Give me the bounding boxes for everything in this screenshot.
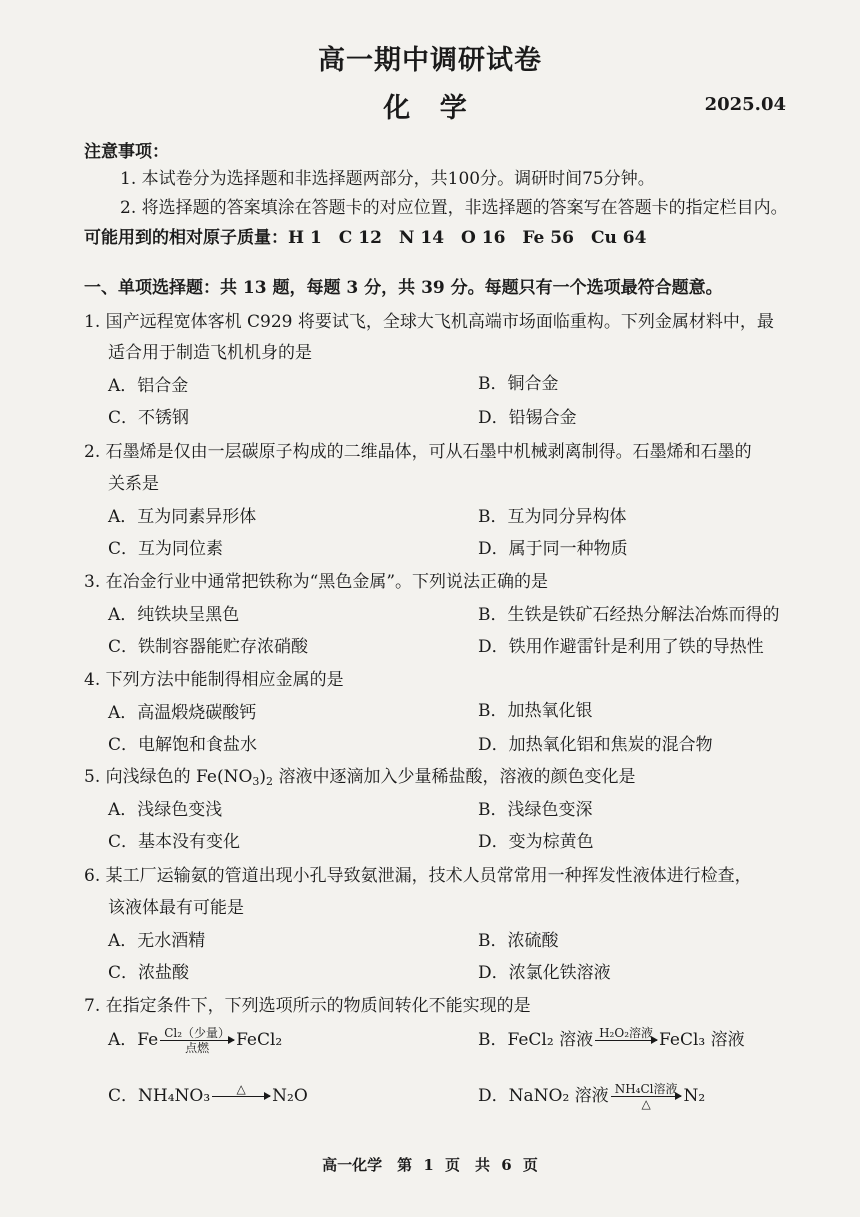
q5-option-a: A．浅绿色变浅 bbox=[108, 800, 223, 820]
q3-stem: 3. 在冶金行业中通常把铁称为“黑色金属”。下列说法正确的是 bbox=[84, 572, 549, 592]
q5-option-b: B．浅绿色变深 bbox=[478, 800, 593, 820]
q1-option-d: D．铅锡合金 bbox=[478, 408, 577, 428]
page-footer: 高一化学 第 1 页 共 6 页 bbox=[322, 1156, 538, 1174]
q7-stem: 7. 在指定条件下，下列选项所示的物质间转化不能实现的是 bbox=[84, 996, 531, 1016]
q1-option-b: B．铜合金 bbox=[478, 374, 559, 394]
q7-d-reaction-arrow: NH₄Cl溶液 △ bbox=[611, 1082, 682, 1111]
q6-option-c: C．浓盐酸 bbox=[108, 963, 190, 983]
q7-a-reaction-arrow: Cl₂（少量） 点燃 bbox=[160, 1026, 234, 1055]
q4-option-c: C．电解饱和食盐水 bbox=[108, 735, 258, 755]
q5-option-d: D．变为棕黄色 bbox=[478, 832, 594, 852]
exam-date: 2025.04 bbox=[704, 94, 786, 115]
q1-option-c: C．不锈钢 bbox=[108, 408, 190, 428]
q3-option-a: A．纯铁块呈黑色 bbox=[108, 605, 240, 625]
q4-option-d: D．加热氧化铝和焦炭的混合物 bbox=[478, 735, 713, 755]
q2-option-a: A．互为同素异形体 bbox=[108, 507, 257, 527]
q7-option-d: D．NaNO₂ 溶液 NH₄Cl溶液 △ N₂ bbox=[478, 1082, 706, 1111]
q6-stem-line2: 该液体最有可能是 bbox=[108, 898, 244, 918]
q7-option-c: C．NH₄NO₃ △ N₂O bbox=[108, 1082, 308, 1111]
note-item-2: 2. 将选择题的答案填涂在答题卡的对应位置，非选择题的答案写在答题卡的指定栏目内。 bbox=[120, 198, 788, 218]
atomic-masses: 可能用到的相对原子质量：H 1 C 12 N 14 O 16 Fe 56 Cu 64 bbox=[84, 228, 647, 248]
q2-stem-line1: 2. 石墨烯是仅由一层碳原子构成的二维晶体，可从石墨中机械剥离制得。石墨烯和石墨的 bbox=[84, 442, 752, 462]
q2-stem-line2: 关系是 bbox=[108, 474, 159, 494]
q5-stem: 5. 向浅绿色的 $Fe(NO_3)_2$ 溶液中逐滴加入少量稀盐酸，溶液的颜色变化是 bbox=[84, 767, 636, 788]
q4-option-a: A．高温煅烧碳酸钙 bbox=[108, 703, 257, 723]
q6-option-b: B．浓硫酸 bbox=[478, 931, 559, 951]
q1-stem-line1: 1. 国产远程宽体客机 C929 将要试飞，全球大飞机高端市场面临重构。下列金属材料中，最 bbox=[84, 312, 774, 332]
q4-option-b: B．加热氧化银 bbox=[478, 701, 593, 721]
q2-option-c: C．互为同位素 bbox=[108, 539, 224, 559]
q3-option-c: C．铁制容器能贮存浓硝酸 bbox=[108, 637, 309, 657]
q1-option-a: A．铝合金 bbox=[108, 376, 189, 396]
q7-b-reaction-arrow: H₂O₂溶液 bbox=[595, 1026, 657, 1055]
q4-stem: 4. 下列方法中能制得相应金属的是 bbox=[84, 670, 344, 690]
q6-stem-line1: 6. 某工厂运输氨的管道出现小孔导致氨泄漏，技术人员常常用一种挥发性液体进行检查， bbox=[84, 866, 752, 886]
q6-option-a: A．无水酒精 bbox=[108, 931, 206, 951]
q7-option-b: B．FeCl₂ 溶液 H₂O₂溶液 FeCl₃ 溶液 bbox=[478, 1026, 745, 1055]
q1-stem-line2: 适合用于制造飞机机身的是 bbox=[108, 343, 312, 363]
q6-option-d: D．浓氯化铁溶液 bbox=[478, 963, 611, 983]
notes-heading: 注意事项： bbox=[84, 142, 169, 162]
q5-option-c: C．基本没有变化 bbox=[108, 832, 241, 852]
q2-option-b: B．互为同分异构体 bbox=[478, 507, 627, 527]
q3-option-b: B．生铁是铁矿石经热分解法冶炼而得的 bbox=[478, 605, 780, 625]
note-item-1: 1. 本试卷分为选择题和非选择题两部分，共100分。调研时间75分钟。 bbox=[120, 169, 655, 189]
q7-option-a: A．Fe Cl₂（少量） 点燃 FeCl₂ bbox=[108, 1026, 283, 1055]
q2-option-d: D．属于同一种物质 bbox=[478, 539, 628, 559]
exam-title: 高一期中调研试卷 bbox=[318, 45, 542, 76]
subject-title: 化 学 bbox=[383, 93, 477, 124]
q3-option-d: D．铁用作避雷针是利用了铁的导热性 bbox=[478, 637, 764, 657]
section-heading: 一、单项选择题：共 13 题，每题 3 分，共 39 分。每题只有一个选项最符合题意。 bbox=[84, 278, 723, 298]
q7-c-reaction-arrow: △ bbox=[212, 1082, 270, 1111]
